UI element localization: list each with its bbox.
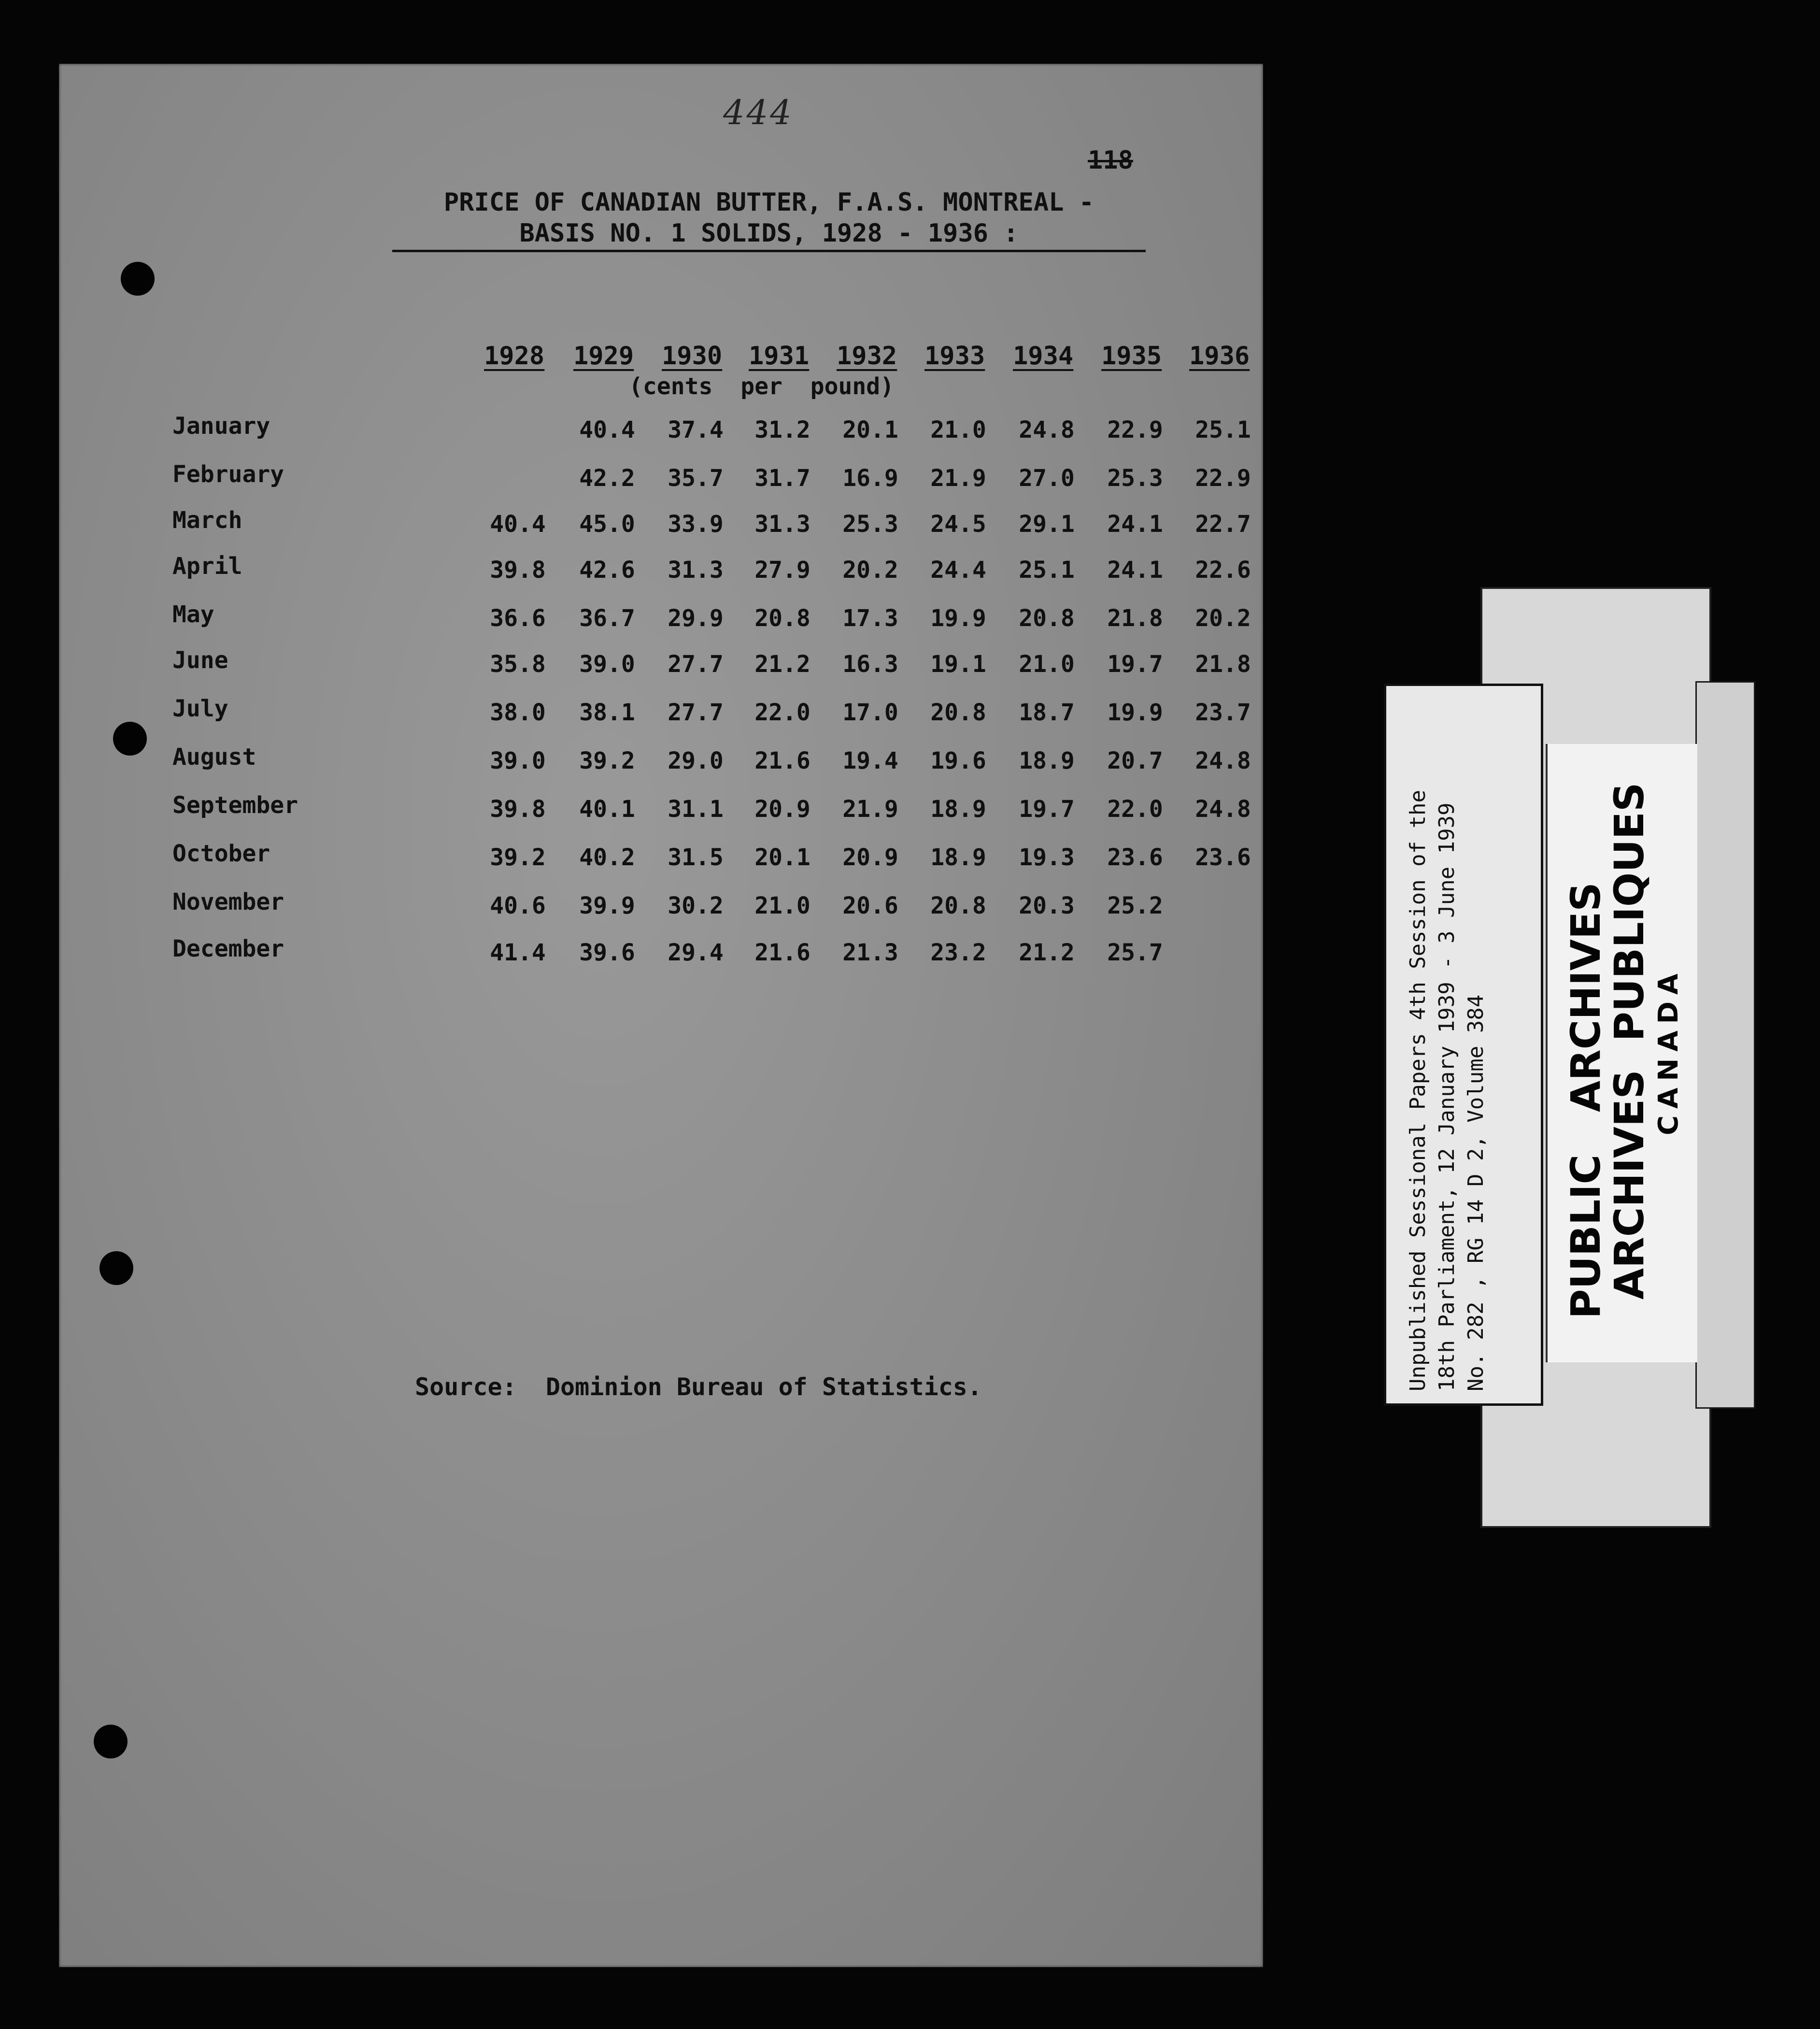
table-cell: 19.7 xyxy=(1019,796,1075,823)
punch-hole xyxy=(100,1251,133,1285)
table-cell: 17.0 xyxy=(842,699,898,726)
table-cell: 20.2 xyxy=(1195,605,1251,632)
handwritten-number: 444 xyxy=(723,93,794,132)
table-cell: 19.1 xyxy=(930,651,986,678)
table-cell: 41.4 xyxy=(490,939,546,966)
table-cell: 16.3 xyxy=(842,651,898,678)
table-cell: 21.6 xyxy=(754,939,810,966)
punch-hole xyxy=(94,1725,128,1758)
table-cell: 24.5 xyxy=(930,511,986,538)
table-cell: 20.7 xyxy=(1107,747,1163,774)
title-line-1: PRICE OF CANADIAN BUTTER, F.A.S. MONTREAL - xyxy=(443,188,1095,217)
table-cell: 40.1 xyxy=(579,796,635,823)
table-cell: 39.2 xyxy=(490,844,546,871)
table-cell: 18.9 xyxy=(1019,747,1075,774)
table-cell: 18.7 xyxy=(1019,699,1075,726)
table-cell: 20.8 xyxy=(930,892,986,919)
table-cell: 20.2 xyxy=(842,557,898,584)
table-cell: 39.8 xyxy=(490,796,546,823)
table-cell: 39.6 xyxy=(579,939,635,966)
table-cell: 42.6 xyxy=(579,557,635,584)
table-cell: 27.7 xyxy=(668,699,724,726)
year-header: 1931 xyxy=(749,342,810,371)
table-cell: 19.9 xyxy=(930,605,986,632)
table-cell: 40.2 xyxy=(579,844,635,871)
punch-hole xyxy=(113,722,147,756)
year-header: 1928 xyxy=(484,342,545,371)
table-cell: 21.8 xyxy=(1195,651,1251,678)
table-cell: 23.7 xyxy=(1195,699,1251,726)
table-cell: 23.6 xyxy=(1195,844,1251,871)
table-cell: 27.7 xyxy=(668,651,724,678)
table-cell: 16.9 xyxy=(842,465,898,492)
table-cell: 37.4 xyxy=(668,416,724,443)
year-header: 1936 xyxy=(1189,342,1250,371)
table-cell: 18.9 xyxy=(930,844,986,871)
month-label: August xyxy=(172,743,256,771)
table-cell: 21.2 xyxy=(754,651,810,678)
table-cell: 39.0 xyxy=(579,651,635,678)
table-cell: 35.8 xyxy=(490,651,546,678)
archive-stamp xyxy=(1546,744,1697,1362)
table-cell: 25.1 xyxy=(1019,557,1075,584)
table-cell: 31.7 xyxy=(754,465,810,492)
table-cell: 25.3 xyxy=(1107,465,1163,492)
page-number: 118 xyxy=(1088,146,1133,175)
card-line-3: No. 282 , RG 14 D 2, Volume 384 xyxy=(1464,994,1488,1391)
table-cell: 29.4 xyxy=(668,939,724,966)
month-label: July xyxy=(172,695,228,722)
document-page xyxy=(59,64,1263,1967)
table-cell: 39.8 xyxy=(490,557,546,584)
year-header: 1930 xyxy=(662,342,723,371)
month-label: April xyxy=(172,553,242,580)
table-cell: 38.0 xyxy=(490,699,546,726)
table-cell: 25.2 xyxy=(1107,892,1163,919)
table-cell: 39.0 xyxy=(490,747,546,774)
archive-card xyxy=(1384,684,1543,1406)
month-label: December xyxy=(172,935,284,962)
table-cell: 25.7 xyxy=(1107,939,1163,966)
table-cell: 20.9 xyxy=(754,796,810,823)
punch-hole xyxy=(121,262,155,296)
table-cell: 20.8 xyxy=(754,605,810,632)
table-cell: 25.1 xyxy=(1195,416,1251,443)
card-line-1: Unpublished Sessional Papers 4th Session of the xyxy=(1406,789,1430,1391)
table-cell: 21.0 xyxy=(1019,651,1075,678)
table-cell: 21.6 xyxy=(754,747,810,774)
month-label: May xyxy=(172,601,214,628)
table-cell: 25.3 xyxy=(842,511,898,538)
table-cell: 42.2 xyxy=(579,465,635,492)
year-header: 1933 xyxy=(924,342,985,371)
month-label: March xyxy=(172,507,242,534)
table-cell: 36.6 xyxy=(490,605,546,632)
stamp-line-1: PUBLIC ARCHIVES xyxy=(1562,882,1609,1319)
table-cell: 29.0 xyxy=(668,747,724,774)
month-label: September xyxy=(172,792,299,819)
table-cell: 23.2 xyxy=(930,939,986,966)
table-cell: 40.4 xyxy=(579,416,635,443)
table-cell: 22.9 xyxy=(1107,416,1163,443)
table-cell: 20.6 xyxy=(842,892,898,919)
year-header: 1935 xyxy=(1101,342,1162,371)
table-cell: 17.3 xyxy=(842,605,898,632)
table-cell: 39.2 xyxy=(579,747,635,774)
table-cell: 24.1 xyxy=(1107,557,1163,584)
table-cell: 24.8 xyxy=(1195,747,1251,774)
table-cell: 31.3 xyxy=(754,511,810,538)
archive-label-side xyxy=(1695,681,1755,1409)
table-cell: 31.5 xyxy=(668,844,724,871)
month-label: October xyxy=(172,840,270,867)
table-cell: 29.1 xyxy=(1019,511,1075,538)
table-title xyxy=(392,187,1146,252)
table-cell: 18.9 xyxy=(930,796,986,823)
table-cell: 24.1 xyxy=(1107,511,1163,538)
month-label: November xyxy=(172,888,284,915)
table-cell: 31.3 xyxy=(668,557,724,584)
table-cell: 24.8 xyxy=(1195,796,1251,823)
month-label: January xyxy=(172,413,270,440)
table-cell: 19.3 xyxy=(1019,844,1075,871)
table-cell: 33.9 xyxy=(668,511,724,538)
table-cell: 40.4 xyxy=(490,511,546,538)
table-cell: 35.7 xyxy=(668,465,724,492)
month-label: February xyxy=(172,461,284,488)
table-cell: 20.1 xyxy=(842,416,898,443)
table-cell: 19.9 xyxy=(1107,699,1163,726)
table-cell: 22.9 xyxy=(1195,465,1251,492)
year-header: 1934 xyxy=(1013,342,1074,371)
table-cell: 24.8 xyxy=(1019,416,1075,443)
table-cell: 22.6 xyxy=(1195,557,1251,584)
table-cell: 20.8 xyxy=(930,699,986,726)
title-line-2: BASIS NO. 1 SOLIDS, 1928 - 1936 : xyxy=(392,218,1146,252)
table-cell: 45.0 xyxy=(579,511,635,538)
table-cell: 21.9 xyxy=(930,465,986,492)
stamp-line-3: CANADA xyxy=(1653,967,1684,1135)
table-cell: 23.6 xyxy=(1107,844,1163,871)
month-label: June xyxy=(172,647,228,674)
table-cell: 21.0 xyxy=(754,892,810,919)
table-cell: 21.3 xyxy=(842,939,898,966)
table-cell: 27.0 xyxy=(1019,465,1075,492)
stamp-line-2: ARCHIVES PUBLIQUES xyxy=(1606,782,1653,1300)
table-cell: 24.4 xyxy=(930,557,986,584)
table-cell: 19.6 xyxy=(930,747,986,774)
table-cell: 40.6 xyxy=(490,892,546,919)
card-line-2: 18th Parliament, 12 January 1939 - 3 June 1939 xyxy=(1435,802,1459,1391)
source-note: Source: Dominion Bureau of Statistics. xyxy=(415,1373,982,1401)
table-cell: 38.1 xyxy=(579,699,635,726)
table-cell: 20.1 xyxy=(754,844,810,871)
year-header: 1932 xyxy=(837,342,897,371)
table-cell: 20.9 xyxy=(842,844,898,871)
table-cell: 36.7 xyxy=(579,605,635,632)
table-cell: 22.0 xyxy=(754,699,810,726)
table-cell: 21.8 xyxy=(1107,605,1163,632)
table-cell: 31.1 xyxy=(668,796,724,823)
table-cell: 30.2 xyxy=(668,892,724,919)
table-cell: 22.0 xyxy=(1107,796,1163,823)
table-cell: 21.2 xyxy=(1019,939,1075,966)
table-cell: 20.3 xyxy=(1019,892,1075,919)
table-cell: 20.8 xyxy=(1019,605,1075,632)
table-cell: 19.7 xyxy=(1107,651,1163,678)
table-cell: 22.7 xyxy=(1195,511,1251,538)
year-header: 1929 xyxy=(573,342,634,371)
unit-label: (cents per pound) xyxy=(629,373,895,400)
table-cell: 31.2 xyxy=(754,416,810,443)
table-cell: 39.9 xyxy=(579,892,635,919)
table-cell: 27.9 xyxy=(754,557,810,584)
table-cell: 19.4 xyxy=(842,747,898,774)
table-cell: 21.9 xyxy=(842,796,898,823)
table-cell: 29.9 xyxy=(668,605,724,632)
table-cell: 21.0 xyxy=(930,416,986,443)
